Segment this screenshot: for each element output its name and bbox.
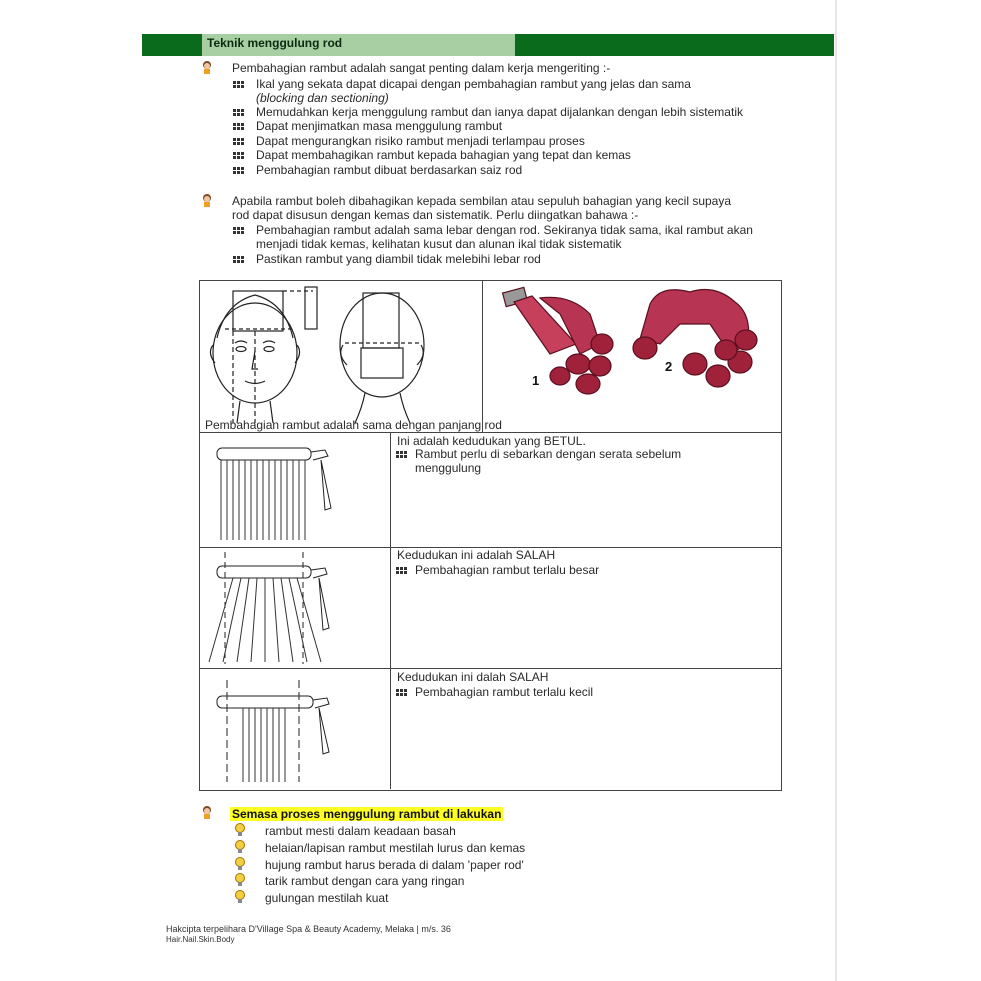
- section2-item: menjadi tidak kemas, kelihatan kusut dan alunan ikal tidak sistematik: [256, 237, 622, 251]
- square-bullet-icon: [233, 256, 247, 264]
- rod-too-large-sketch: [203, 552, 383, 666]
- lightbulb-icon: [234, 872, 248, 888]
- page-edge: [835, 0, 837, 981]
- table-row-item: Pembahagian rambut terlalu besar: [415, 563, 600, 577]
- section3-item: tarik rambut dengan cara yang ringan: [265, 874, 465, 888]
- section1-item: Pembahagian rambut dibuat berdasarkan saiz rod: [256, 163, 523, 177]
- square-bullet-icon: [233, 81, 247, 89]
- girl-icon: [200, 193, 214, 209]
- section3-item: helaian/lapisan rambut mestilah lurus dan kemas: [265, 841, 526, 855]
- table-column-border: [390, 432, 391, 789]
- section3-heading-text: Semasa proses menggulung rambut di lakukan: [232, 807, 502, 821]
- section1-item: Dapat menjimatkan masa menggulung rambut: [256, 119, 503, 133]
- figure-label-2: 2: [665, 359, 673, 374]
- head-sectioning-sketch: [205, 283, 475, 428]
- figure-label-1: 1: [532, 373, 540, 388]
- square-bullet-icon: [233, 138, 247, 146]
- table-row-item: Pembahagian rambut terlalu kecil: [415, 685, 594, 699]
- section3-item: gulungan mestilah kuat: [265, 891, 389, 905]
- lightbulb-icon: [234, 822, 248, 838]
- section1-intro: Pembahagian rambut adalah sangat penting dalam kerja mengeriting :-: [232, 61, 611, 75]
- footer-tagline: Hair.Nail.Skin.Body: [166, 935, 235, 944]
- girl-icon: [200, 805, 214, 821]
- section1-item: Dapat mengurangkan risiko rambut menjadi terlampau proses: [256, 134, 585, 148]
- square-bullet-icon: [233, 152, 247, 160]
- section1-item: Ikal yang sekata dapat dicapai dengan pembahagian rambut yang jelas dan sama: [256, 77, 691, 91]
- section1-item: Memudahkan kerja menggulung rambut dan ianya dapat dijalankan dengan lebih sistematik: [256, 105, 743, 119]
- lightbulb-icon: [234, 839, 248, 855]
- table-row-title: Kedudukan ini dalah SALAH: [397, 670, 549, 684]
- girl-icon: [200, 60, 214, 76]
- table-row-item: Rambut perlu di sebarkan dengan serata sebelum: [415, 447, 682, 461]
- section3-item: rambut mesti dalam keadaan basah: [265, 824, 456, 838]
- section2-item: Pastikan rambut yang diambil tidak melebihi lebar rod: [256, 252, 541, 266]
- section2-item: Pembahagian rambut adalah sama lebar dengan rod. Sekiranya tidak sama, ikal rambut akan: [256, 223, 753, 237]
- section2-intro: Apabila rambut boleh dibahagikan kepada sembilan atau sepuluh bahagian yang kecil supaya: [232, 194, 732, 208]
- table-row-title: Kedudukan ini adalah SALAH: [397, 548, 556, 562]
- rod-too-small-sketch: [203, 674, 383, 786]
- section1-item: (blocking dan sectioning): [256, 91, 389, 105]
- square-bullet-icon: [396, 451, 410, 459]
- square-bullet-icon: [396, 567, 410, 575]
- section1-item: Dapat membahagikan rambut kepada bahagian yang tepat dan kemas: [256, 148, 631, 162]
- lightbulb-icon: [234, 856, 248, 872]
- square-bullet-icon: [233, 227, 247, 235]
- square-bullet-icon: [233, 109, 247, 117]
- footer-copyright: Hakcipta terpelihara D'Village Spa & Beauty Academy, Melaka | m/s. 36: [166, 924, 451, 934]
- square-bullet-icon: [396, 689, 410, 697]
- table-row-border: [199, 668, 781, 669]
- table-row-item: menggulung: [415, 461, 482, 475]
- lightbulb-icon: [234, 889, 248, 905]
- square-bullet-icon: [233, 167, 247, 175]
- figure-caption: Pembahagian rambut adalah sama dengan panjang rod: [205, 418, 502, 432]
- section3-heading: [230, 807, 503, 821]
- rod-correct-sketch: [203, 440, 383, 545]
- section2-intro: rod dapat disusun dengan kemas dan sistematik. Perlu diingatkan bahawa :-: [232, 208, 639, 222]
- square-bullet-icon: [233, 123, 247, 131]
- section3-item: hujung rambut harus berada di dalam 'paper rod': [265, 858, 524, 872]
- page-title: Teknik menggulung rod: [207, 36, 343, 50]
- figure-divider: [482, 280, 483, 432]
- table-row-border: [199, 432, 781, 433]
- table-row-title: Ini adalah kedudukan yang BETUL.: [397, 434, 586, 448]
